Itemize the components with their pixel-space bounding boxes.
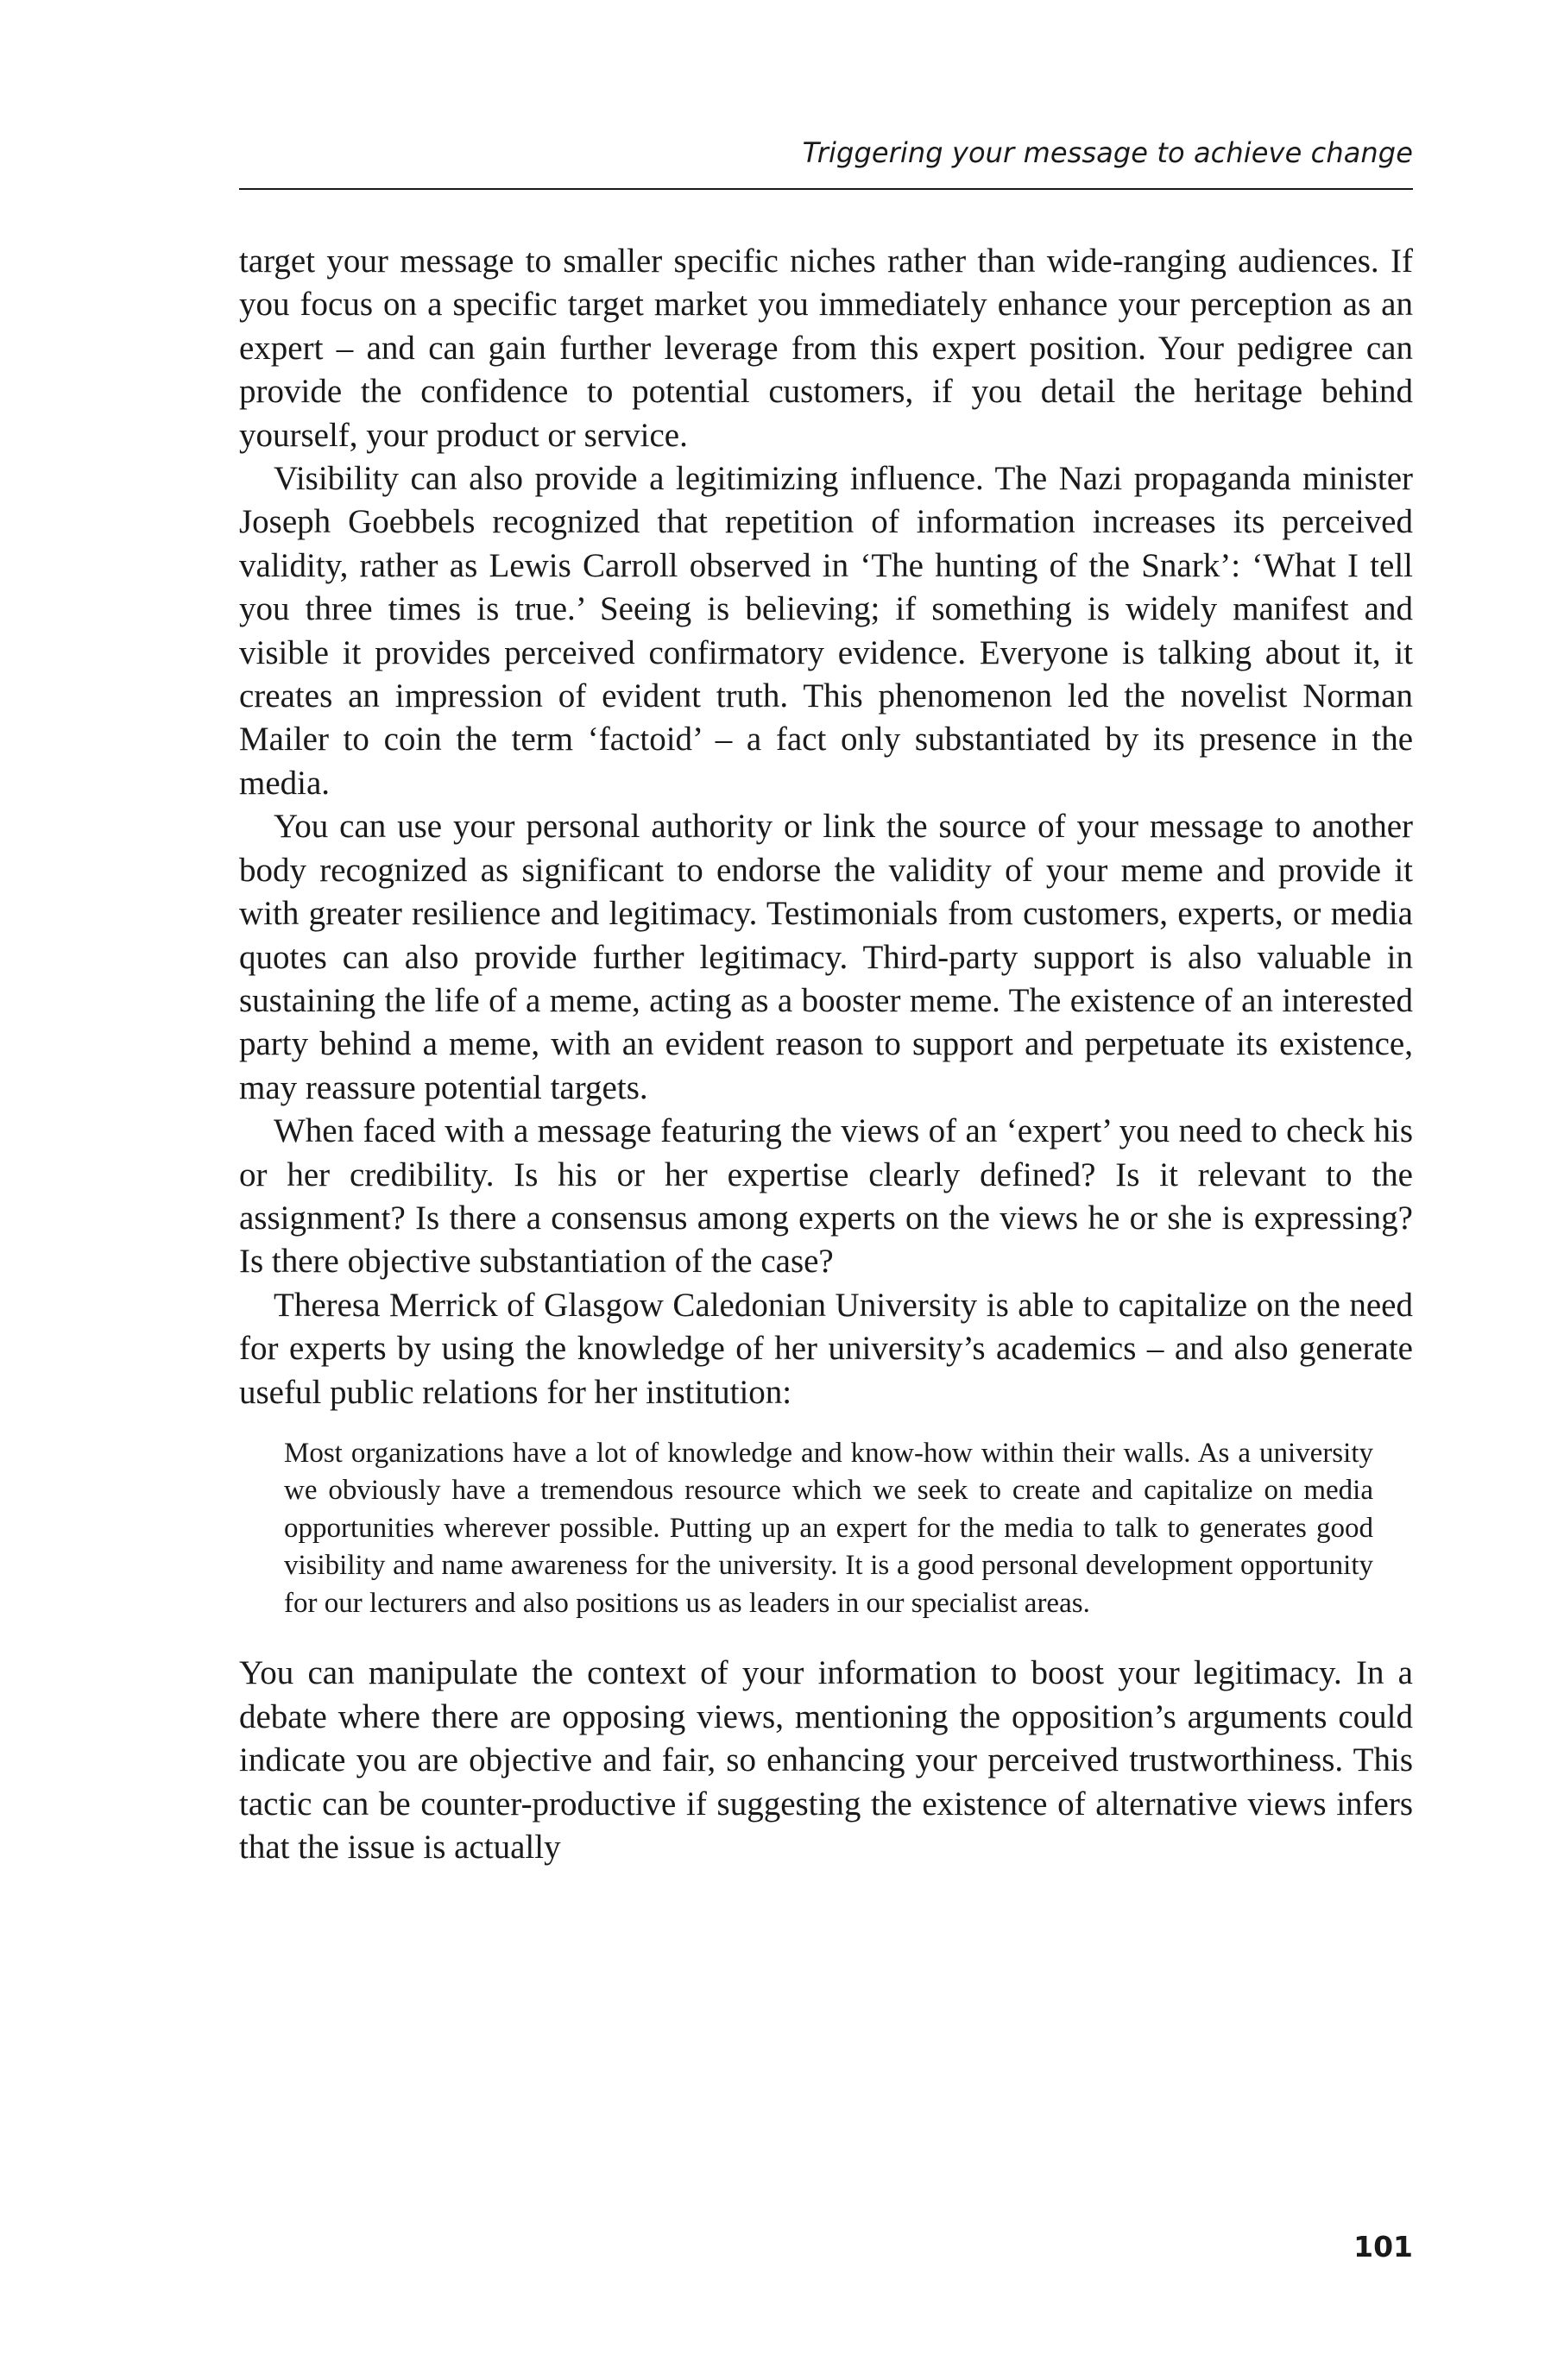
paragraph-expert: When faced with a message featuring the views of an ‘expert’ you need to check his or her credibility. Is his or her expertise clearly defined? Is it relevant to the assignment? Is there a consensus among experts on the views he or she is expressing? Is there objective substantiation of the case? bbox=[239, 1112, 1413, 1281]
header-rule bbox=[239, 188, 1413, 190]
body-text bbox=[239, 240, 1413, 1870]
paragraph-visibility: Visibility can also provide a legitimizing influence. The Nazi propaganda minister Joseph Goebbels recognized that repetition of information increases its perceived validity, rather as Lewis Carroll observed in ‘The hunting of the Snark’: ‘What I tell you three times is true.’ Seeing is believing; if something is widely manifest and visible it provides perceived confirmatory evidence. Everyone is talking about it, it creates an impression of evident truth. This phenomenon led the novelist Norman Mailer to coin the term ‘factoid’ – a fact only substantiated by its presence in the media. bbox=[239, 460, 1413, 802]
page-number: 101 bbox=[1353, 2230, 1413, 2264]
paragraph-authority: You can use your personal authority or link the source of your message to another body recognized as significant to endorse the validity of your meme and provide it with greater resilience and legitimacy. Testimonials from customers, experts, or media quotes can also provide further legitimacy. Third-party support is also valuable in sustaining the life of a meme, acting as a booster meme. The existence of an interested party behind a meme, with an evident reason to support and perpetuate its existence, may reassure potential targets. bbox=[239, 808, 1413, 1106]
paragraph-continued: target your message to smaller specific niches rather than wide-ranging audiences. If you focus on a specific target market you immediately enhance your perception as an expert – and can gain further leverage from this expert position. Your pedigree can provide the confidence to potential customers, if you detail the heritage behind yourself, your product or service. bbox=[239, 242, 1413, 454]
block-quote: Most organizations have a lot of knowledge and know-how within their walls. As a university we obviously have a tremendous resource which we seek to create and capitalize on media opportunities wherever possible. Putting up an expert for the media to talk to generates good visibility and name awareness for the university. It is a good personal development opportunity for our lecturers and also positions us as leaders in our specialist areas. bbox=[284, 1437, 1373, 1619]
running-header: Triggering your message to achieve change bbox=[802, 136, 1413, 169]
paragraph-context: You can manipulate the context of your information to boost your legitimacy. In a debate where there are opposing views, mentioning the opposition’s arguments could indicate you are objective and fair, so enhancing your perceived trustworthiness. This tactic can be counter-productive if suggesting the existence of alternative views infers that the issue is actually bbox=[239, 1654, 1413, 1867]
paragraph-merrick: Theresa Merrick of Glasgow Caledonian University is able to capitalize on the need for experts by using the knowledge of her university’s academics – and also generate useful public relations for her institution: bbox=[239, 1286, 1413, 1411]
